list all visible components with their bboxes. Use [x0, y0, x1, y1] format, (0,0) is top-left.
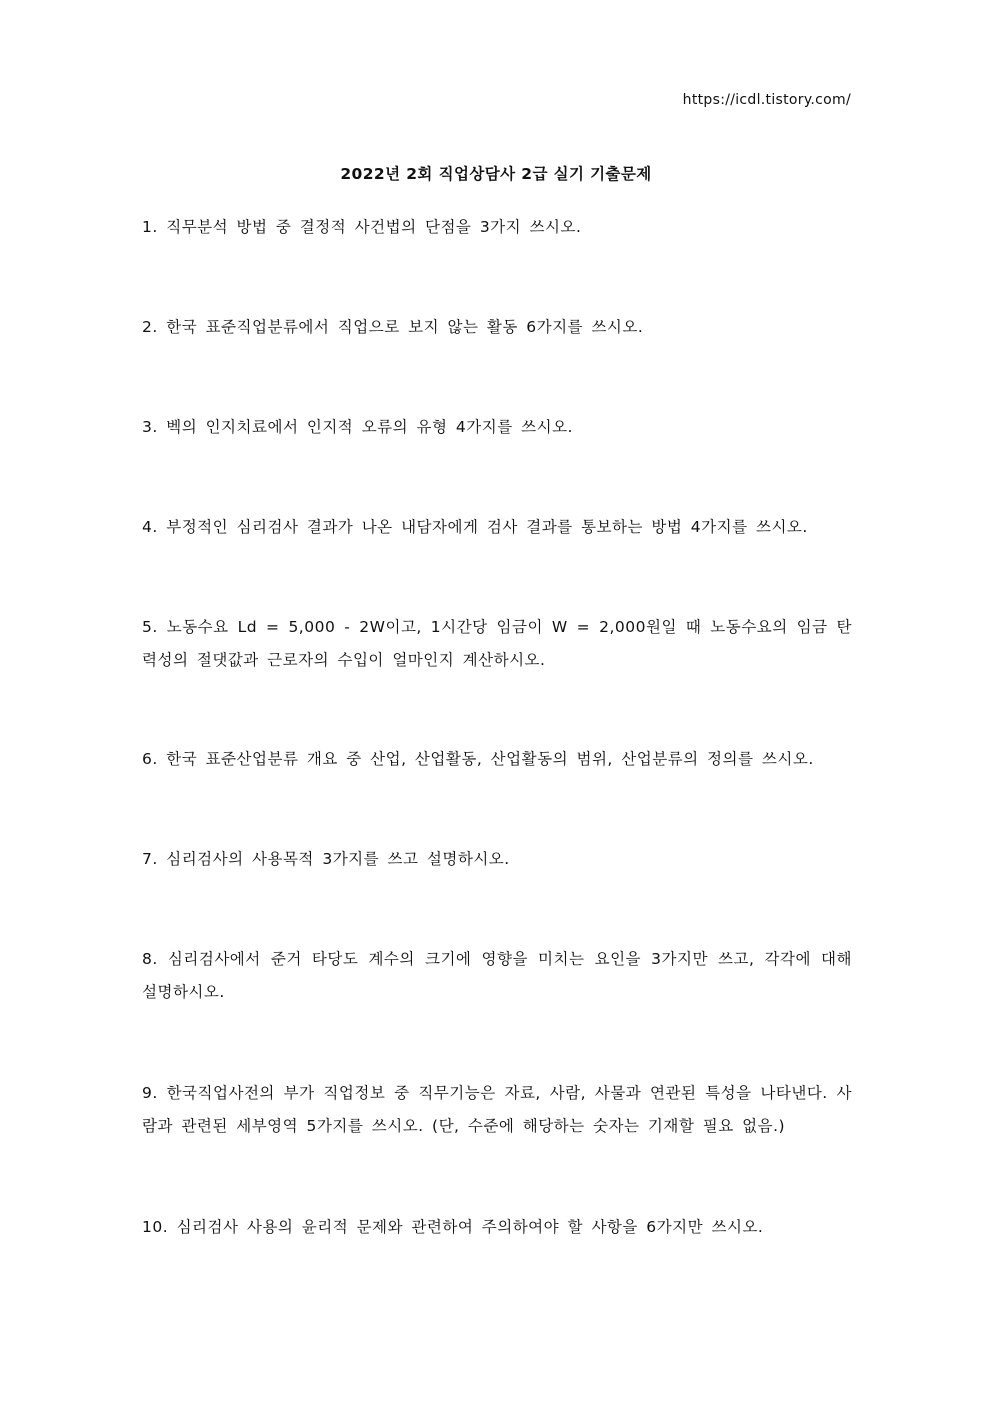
document-title: 2022년 2회 직업상담사 2급 실기 기출문제 [340, 165, 652, 183]
question-8: 8. 심리검사에서 준거 타당도 계수의 크기에 영향을 미치는 요인을 3가지만 쓰고, 각각에 대해 설명하시오. [142, 950, 852, 1001]
question-4: 4. 부정적인 심리검사 결과가 나온 내담자에게 검사 결과를 통보하는 방법 4가지를 쓰시오. [142, 518, 808, 536]
question-6: 6. 한국 표준산업분류 개요 중 산업, 산업활동, 산업활동의 범위, 산업분류의 정의를 쓰시오. [142, 750, 814, 768]
header-url: https://icdl.tistory.com/ [682, 92, 851, 108]
question-1: 1. 직무분석 방법 중 결정적 사건법의 단점을 3가지 쓰시오. [142, 218, 582, 236]
question-9: 9. 한국직업사전의 부가 직업정보 중 직무기능은 자료, 사람, 사물과 연관된 특성을 나타낸다. 사람과 관련된 세부영역 5가지를 쓰시오. (단, 수준에 해당하는 숫자는 기재할 필요 없음.) [142, 1084, 852, 1135]
question-10: 10. 심리검사 사용의 윤리적 문제와 관련하여 주의하여야 할 사항을 6가지만 쓰시오. [142, 1218, 764, 1236]
question-3: 3. 벡의 인지치료에서 인지적 오류의 유형 4가지를 쓰시오. [142, 418, 573, 436]
question-7: 7. 심리검사의 사용목적 3가지를 쓰고 설명하시오. [142, 850, 510, 868]
question-2: 2. 한국 표준직업분류에서 직업으로 보지 않는 활동 6가지를 쓰시오. [142, 318, 644, 336]
question-5: 5. 노동수요 Ld = 5,000 - 2W이고, 1시간당 임금이 W = 2,000원일 때 노동수요의 임금 탄력성의 절댓값과 근로자의 수입이 얼마인지 계산하시오. [142, 618, 852, 669]
